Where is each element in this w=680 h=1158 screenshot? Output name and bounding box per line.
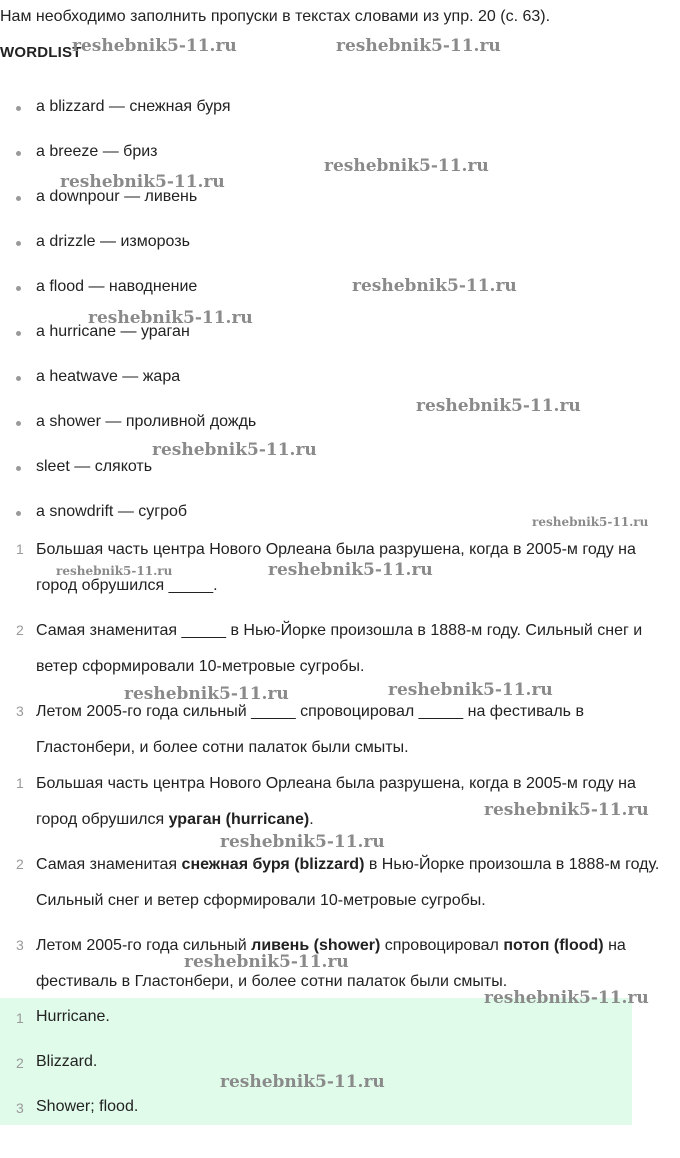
answer-number: 1 [16,1010,24,1026]
watermark: reshebnik5-11.ru [220,1072,385,1092]
bullet-icon [16,421,21,426]
filled-text: Большая часть центра Нового Орлеана была разрушена, когда в 2005-м году на город обрушился ураган (hurricane). [36,775,636,828]
bullet-icon [16,376,21,381]
filled-number: 2 [16,856,24,872]
task-text: Большая часть центра Нового Орлеана была разрушена, когда в 2005-м году на город обрушился _____. [36,541,636,594]
watermark: reshebnik5-11.ru [336,36,501,56]
watermark: reshebnik5-11.ru [220,832,385,852]
answer-word: снежная буря (blizzard) [181,856,365,873]
wordlist-item: a shower — проливной дождь [36,413,257,430]
intro-text: Нам необходимо заполнить пропуски в текстах словами из упр. 20 (с. 63). [0,8,551,25]
answer-word: потоп (flood) [503,937,604,954]
answer-text: Blizzard. [36,1053,98,1070]
task-text: Самая знаменитая _____ в Нью-Йорке произошла в 1888-м году. Сильный снег и ветер сформировали 10-метровые сугробы. [36,622,643,675]
watermark: reshebnik5-11.ru [152,440,317,460]
filled-number: 3 [16,937,24,953]
filled-number: 1 [16,775,24,791]
watermark: reshebnik5-11.ru [56,564,173,578]
wordlist-title: WORDLIST [0,44,82,61]
task-text: Летом 2005-го года сильный _____ спровоцировал _____ на фестиваль в Гластонбери, и более сотни палаток были смыты. [36,703,584,756]
wordlist-item: a flood — наводнение [36,278,198,295]
watermark: reshebnik5-11.ru [124,684,289,704]
bullet-icon [16,331,21,336]
task-number: 1 [16,541,24,557]
bullet-icon [16,151,21,156]
watermark: reshebnik5-11.ru [184,952,349,972]
watermark: reshebnik5-11.ru [416,396,581,416]
bullet-icon [16,466,21,471]
watermark: reshebnik5-11.ru [484,800,649,820]
watermark: reshebnik5-11.ru [60,172,225,192]
answer-word: ураган (hurricane) [168,811,310,828]
wordlist-item: sleet — слякоть [36,458,153,475]
watermark: reshebnik5-11.ru [88,308,253,328]
task-number: 3 [16,703,24,719]
bullet-icon [16,286,21,291]
bullet-icon [16,106,21,111]
answer-number: 2 [16,1055,24,1071]
watermark: reshebnik5-11.ru [324,156,489,176]
answer-word: ливень (shower) [251,937,381,954]
answer-text: Shower; flood. [36,1098,139,1115]
watermark: reshebnik5-11.ru [532,515,649,529]
watermark: reshebnik5-11.ru [484,988,649,1008]
wordlist-item: a downpour — ливень [36,188,198,205]
wordlist-item: a blizzard — снежная буря [36,98,231,115]
bullet-icon [16,511,21,516]
answers-box [0,998,632,1125]
filled-text: Летом 2005-го года сильный ливень (shower) спровоцировал потоп (flood) на фестиваль в Гластонбери, и более сотни палаток были смыты. [36,937,626,990]
wordlist-item: a heatwave — жара [36,368,181,385]
watermark: reshebnik5-11.ru [268,560,433,580]
wordlist-item: a drizzle — изморозь [36,233,190,250]
task-number: 2 [16,622,24,638]
bullet-icon [16,241,21,246]
filled-text: Самая знаменитая снежная буря (blizzard) в Нью-Йорке произошла в 1888-м году. Сильный снег и ветер сформировали 10-метровые сугробы. [36,856,660,909]
answer-number: 3 [16,1100,24,1116]
watermark: reshebnik5-11.ru [388,680,553,700]
wordlist-item: a hurricane — ураган [36,323,190,340]
answer-text: Hurricane. [36,1008,110,1025]
wordlist-item: a breeze — бриз [36,143,158,160]
wordlist-item: a snowdrift — сугроб [36,503,188,520]
bullet-icon [16,196,21,201]
watermark: reshebnik5-11.ru [352,276,517,296]
watermark: reshebnik5-11.ru [72,36,237,56]
